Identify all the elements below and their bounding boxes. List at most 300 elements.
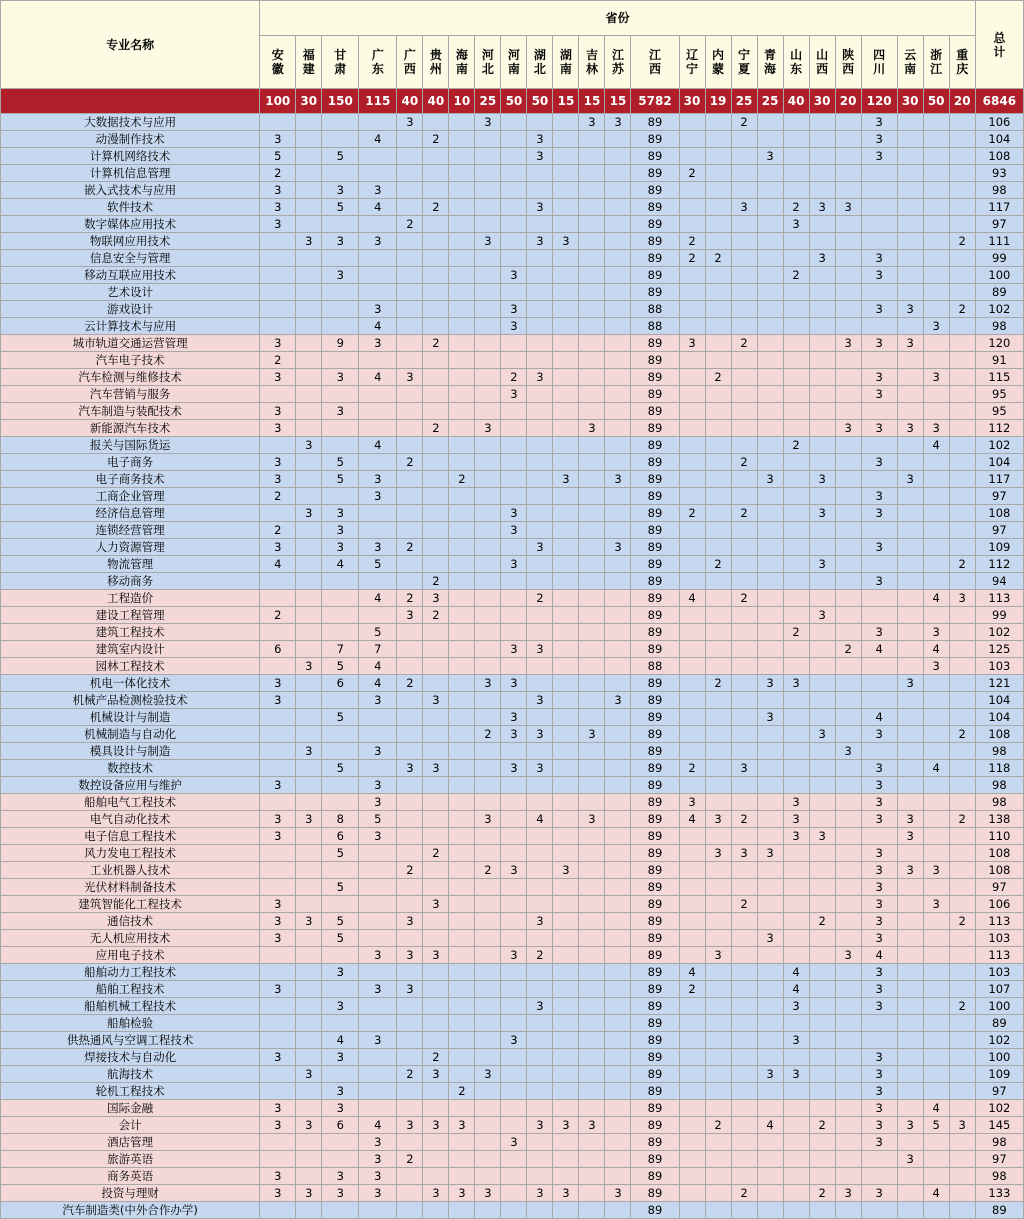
quota-value-cell (757, 165, 783, 182)
quota-value-cell (359, 522, 397, 539)
quota-value-cell (923, 1202, 949, 1219)
quota-value-cell (527, 505, 553, 522)
quota-value-cell (296, 1168, 322, 1185)
quota-value-cell (501, 1066, 527, 1083)
quota-value-cell (527, 658, 553, 675)
quota-value-cell (897, 1100, 923, 1117)
quota-value-cell (783, 658, 809, 675)
quota-value-cell: 3 (923, 658, 949, 675)
quota-value-cell (527, 250, 553, 267)
quota-value-cell (322, 607, 359, 624)
quota-value-cell: 3 (397, 947, 423, 964)
quota-value-cell (359, 386, 397, 403)
quota-value-cell (449, 641, 475, 658)
quota-value-cell (475, 794, 501, 811)
quota-value-cell (501, 1151, 527, 1168)
column-group-header-province: 省份 (260, 1, 975, 36)
quota-value-cell: 3 (861, 267, 897, 284)
quota-value-cell (296, 1083, 322, 1100)
quota-value-cell (809, 658, 835, 675)
quota-value-cell (296, 267, 322, 284)
quota-value-cell (783, 522, 809, 539)
quota-value-cell (553, 1083, 579, 1100)
quota-value-cell: 3 (783, 828, 809, 845)
quota-value-cell: 3 (835, 743, 861, 760)
major-name-cell: 应用电子技术 (1, 947, 260, 964)
quota-value-cell: 3 (260, 403, 296, 420)
quota-value-cell (605, 488, 631, 505)
quota-value-cell (605, 182, 631, 199)
quota-value-cell: 4 (359, 199, 397, 216)
quota-value-cell (296, 284, 322, 301)
quota-value-cell (783, 692, 809, 709)
quota-cell: 150 (322, 89, 359, 114)
quota-value-cell (835, 590, 861, 607)
quota-value-cell: 3 (731, 845, 757, 862)
major-name-cell: 机械产品检测检验技术 (1, 692, 260, 709)
quota-value-cell (783, 556, 809, 573)
quota-value-cell (359, 1100, 397, 1117)
column-header-province (296, 35, 322, 88)
quota-value-cell: 2 (731, 505, 757, 522)
quota-value-cell (449, 777, 475, 794)
quota-value-cell: 3 (861, 845, 897, 862)
quota-value-cell: 2 (705, 675, 731, 692)
quota-value-cell: 3 (861, 369, 897, 386)
quota-value-cell (835, 250, 861, 267)
major-name-cell: 软件技术 (1, 199, 260, 216)
quota-value-cell (861, 318, 897, 335)
quota-value-cell (475, 1083, 501, 1100)
quota-value-cell (783, 879, 809, 896)
quota-value-cell: 5 (322, 760, 359, 777)
province-label: 湖北 (533, 47, 546, 76)
quota-value-cell (757, 199, 783, 216)
quota-value-cell (835, 913, 861, 930)
quota-value-cell (897, 556, 923, 573)
quota-value-cell: 3 (322, 539, 359, 556)
quota-value-cell (861, 692, 897, 709)
quota-value-cell (475, 335, 501, 352)
quota-value-cell (449, 114, 475, 131)
quota-value-cell: 3 (501, 675, 527, 692)
quota-value-cell (296, 641, 322, 658)
quota-value-cell (923, 250, 949, 267)
quota-value-cell: 89 (631, 1168, 679, 1185)
quota-value-cell: 89 (631, 165, 679, 182)
quota-value-cell (449, 1015, 475, 1032)
quota-value-cell (679, 947, 705, 964)
quota-cell: 25 (731, 89, 757, 114)
quota-value-cell (809, 437, 835, 454)
quota-value-cell (296, 539, 322, 556)
quota-value-cell (579, 845, 605, 862)
quota-value-cell (322, 743, 359, 760)
row-total-cell: 97 (975, 216, 1023, 233)
quota-value-cell: 4 (359, 369, 397, 386)
quota-value-cell: 89 (631, 471, 679, 488)
quota-value-cell (731, 1083, 757, 1100)
quota-value-cell (260, 845, 296, 862)
quota-value-cell (475, 709, 501, 726)
quota-value-cell: 3 (861, 539, 897, 556)
quota-value-cell (322, 624, 359, 641)
major-name-cell: 会计 (1, 1117, 260, 1134)
quota-value-cell (897, 1168, 923, 1185)
quota-value-cell (949, 471, 975, 488)
quota-value-cell: 3 (923, 624, 949, 641)
quota-value-cell (579, 1015, 605, 1032)
quota-value-cell: 89 (631, 964, 679, 981)
quota-value-cell: 89 (631, 182, 679, 199)
quota-value-cell (397, 1032, 423, 1049)
row-total-cell: 98 (975, 318, 1023, 335)
quota-value-cell: 2 (731, 1185, 757, 1202)
quota-value-cell: 3 (809, 505, 835, 522)
quota-value-cell: 3 (260, 675, 296, 692)
quota-value-cell (897, 964, 923, 981)
quota-value-cell: 2 (705, 1117, 731, 1134)
table-row (1, 199, 1024, 216)
quota-value-cell (322, 420, 359, 437)
quota-value-cell (579, 777, 605, 794)
quota-value-cell: 3 (861, 505, 897, 522)
quota-value-cell (397, 505, 423, 522)
quota-value-cell (449, 981, 475, 998)
quota-value-cell (423, 369, 449, 386)
quota-value-cell (359, 420, 397, 437)
quota-value-cell (757, 369, 783, 386)
quota-value-cell (835, 1049, 861, 1066)
quota-value-cell (322, 318, 359, 335)
quota-value-cell (260, 284, 296, 301)
quota-value-cell (579, 590, 605, 607)
major-name-cell: 建筑智能化工程技术 (1, 896, 260, 913)
quota-value-cell (449, 420, 475, 437)
quota-value-cell (501, 148, 527, 165)
quota-value-cell: 3 (835, 335, 861, 352)
quota-value-cell: 3 (260, 692, 296, 709)
quota-value-cell (579, 930, 605, 947)
quota-value-cell (501, 488, 527, 505)
quota-value-cell (553, 182, 579, 199)
quota-value-cell (923, 488, 949, 505)
row-total-cell: 104 (975, 709, 1023, 726)
quota-value-cell (949, 947, 975, 964)
table-row (1, 1100, 1024, 1117)
quota-value-cell: 2 (501, 369, 527, 386)
quota-value-cell (835, 930, 861, 947)
quota-value-cell (296, 471, 322, 488)
quota-value-cell (835, 607, 861, 624)
column-header-total-label: 总计 (993, 30, 1006, 59)
quota-value-cell (296, 1049, 322, 1066)
quota-value-cell (359, 1083, 397, 1100)
quota-value-cell (359, 114, 397, 131)
quota-value-cell (809, 573, 835, 590)
quota-value-cell (553, 692, 579, 709)
quota-value-cell (296, 114, 322, 131)
quota-value-cell (322, 250, 359, 267)
quota-value-cell (835, 182, 861, 199)
quota-value-cell (731, 471, 757, 488)
quota-value-cell (527, 896, 553, 913)
quota-value-cell: 3 (359, 1032, 397, 1049)
row-total-cell: 99 (975, 607, 1023, 624)
quota-value-cell (679, 675, 705, 692)
quota-value-cell (731, 709, 757, 726)
table-row (1, 437, 1024, 454)
quota-value-cell (705, 131, 731, 148)
quota-value-cell: 89 (631, 352, 679, 369)
quota-value-cell: 3 (679, 335, 705, 352)
table-row (1, 556, 1024, 573)
quota-value-cell (783, 1117, 809, 1134)
quota-value-cell (397, 964, 423, 981)
quota-value-cell (605, 726, 631, 743)
quota-value-cell (359, 454, 397, 471)
quota-value-cell: 3 (783, 794, 809, 811)
quota-value-cell (475, 352, 501, 369)
quota-value-cell (809, 981, 835, 998)
quota-value-cell (705, 148, 731, 165)
quota-value-cell (705, 930, 731, 947)
quota-value-cell: 3 (260, 1168, 296, 1185)
quota-value-cell: 3 (705, 947, 731, 964)
quota-value-cell: 3 (527, 1185, 553, 1202)
quota-value-cell (605, 709, 631, 726)
quota-value-cell (949, 386, 975, 403)
quota-value-cell: 89 (631, 454, 679, 471)
quota-value-cell (783, 930, 809, 947)
quota-value-cell (579, 539, 605, 556)
quota-value-cell (260, 624, 296, 641)
quota-value-cell (260, 998, 296, 1015)
quota-value-cell (527, 709, 553, 726)
quota-cell: 25 (475, 89, 501, 114)
quota-value-cell (783, 369, 809, 386)
quota-value-cell (501, 811, 527, 828)
quota-value-cell (322, 165, 359, 182)
quota-value-cell: 4 (359, 658, 397, 675)
quota-value-cell (861, 182, 897, 199)
quota-value-cell (757, 556, 783, 573)
quota-value-cell: 2 (809, 913, 835, 930)
quota-value-cell (949, 743, 975, 760)
quota-value-cell (605, 1100, 631, 1117)
quota-value-cell (897, 114, 923, 131)
quota-value-cell: 3 (397, 760, 423, 777)
quota-value-cell (579, 794, 605, 811)
quota-value-cell (783, 1202, 809, 1219)
quota-value-cell (423, 624, 449, 641)
major-name-cell: 移动商务 (1, 573, 260, 590)
quota-value-cell (731, 556, 757, 573)
quota-value-cell (605, 1168, 631, 1185)
quota-value-cell (296, 352, 322, 369)
quota-value-cell (923, 114, 949, 131)
quota-value-cell (397, 1168, 423, 1185)
quota-value-cell (579, 743, 605, 760)
quota-value-cell (783, 777, 809, 794)
row-total-cell: 98 (975, 777, 1023, 794)
quota-value-cell: 3 (861, 998, 897, 1015)
quota-value-cell (679, 1202, 705, 1219)
quota-value-cell (705, 420, 731, 437)
quota-value-cell: 3 (322, 403, 359, 420)
quota-value-cell (731, 964, 757, 981)
quota-value-cell: 3 (449, 1185, 475, 1202)
quota-value-cell (527, 301, 553, 318)
quota-cell: 40 (423, 89, 449, 114)
quota-value-cell (475, 182, 501, 199)
quota-value-cell: 3 (260, 131, 296, 148)
column-header-province (705, 35, 731, 88)
quota-value-cell (322, 590, 359, 607)
quota-value-cell (397, 1015, 423, 1032)
quota-value-cell (605, 437, 631, 454)
quota-value-cell (359, 148, 397, 165)
quota-value-cell (359, 845, 397, 862)
quota-value-cell: 3 (705, 845, 731, 862)
quota-value-cell (731, 862, 757, 879)
major-name-cell: 通信技术 (1, 913, 260, 930)
quota-value-cell: 2 (731, 335, 757, 352)
quota-value-cell: 6 (322, 675, 359, 692)
quota-value-cell: 3 (359, 539, 397, 556)
major-name-cell: 国际金融 (1, 1100, 260, 1117)
table-row (1, 1032, 1024, 1049)
quota-value-cell (260, 947, 296, 964)
quota-value-cell (757, 1032, 783, 1049)
quota-value-cell: 3 (861, 420, 897, 437)
quota-value-cell (501, 437, 527, 454)
quota-value-cell (397, 1100, 423, 1117)
quota-value-cell (605, 777, 631, 794)
quota-value-cell (949, 981, 975, 998)
row-total-cell: 111 (975, 233, 1023, 250)
quota-value-cell (679, 862, 705, 879)
quota-value-cell (705, 658, 731, 675)
quota-value-cell (296, 522, 322, 539)
quota-value-cell (835, 692, 861, 709)
quota-value-cell (296, 131, 322, 148)
quota-value-cell (579, 1185, 605, 1202)
quota-value-cell (527, 624, 553, 641)
quota-value-cell (579, 947, 605, 964)
quota-value-cell: 3 (322, 267, 359, 284)
quota-value-cell (835, 573, 861, 590)
quota-value-cell (949, 505, 975, 522)
quota-value-cell (783, 1185, 809, 1202)
quota-value-cell (527, 165, 553, 182)
quota-value-cell (949, 114, 975, 131)
quota-value-cell (579, 505, 605, 522)
quota-value-cell: 89 (631, 641, 679, 658)
quota-value-cell (359, 1066, 397, 1083)
quota-value-cell (501, 590, 527, 607)
quota-value-cell (527, 1202, 553, 1219)
quota-value-cell (705, 165, 731, 182)
major-name-cell: 商务英语 (1, 1168, 260, 1185)
quota-value-cell: 2 (835, 641, 861, 658)
quota-value-cell: 4 (923, 1100, 949, 1117)
quota-value-cell (475, 199, 501, 216)
quota-value-cell (897, 845, 923, 862)
quota-value-cell (605, 998, 631, 1015)
quota-value-cell: 89 (631, 947, 679, 964)
quota-value-cell: 3 (757, 930, 783, 947)
quota-value-cell: 3 (423, 1185, 449, 1202)
quota-value-cell (501, 199, 527, 216)
quota-value-cell: 3 (296, 505, 322, 522)
quota-value-cell (923, 692, 949, 709)
quota-value-cell (296, 896, 322, 913)
quota-value-cell (757, 964, 783, 981)
quota-value-cell (809, 896, 835, 913)
quota-value-cell: 3 (423, 1117, 449, 1134)
quota-value-cell: 3 (260, 777, 296, 794)
quota-value-cell: 3 (397, 913, 423, 930)
quota-value-cell (553, 522, 579, 539)
row-total-cell: 98 (975, 794, 1023, 811)
quota-value-cell (835, 1100, 861, 1117)
quota-value-cell (296, 420, 322, 437)
quota-value-cell (475, 692, 501, 709)
quota-value-cell (475, 930, 501, 947)
quota-value-cell (897, 607, 923, 624)
quota-value-cell (553, 947, 579, 964)
row-total-cell: 108 (975, 505, 1023, 522)
quota-value-cell: 89 (631, 335, 679, 352)
quota-value-cell (731, 726, 757, 743)
quota-value-cell (757, 1015, 783, 1032)
quota-value-cell: 3 (861, 454, 897, 471)
quota-value-cell (553, 131, 579, 148)
quota-value-cell: 4 (783, 981, 809, 998)
quota-value-cell (679, 1066, 705, 1083)
quota-value-cell (449, 811, 475, 828)
quota-value-cell (501, 998, 527, 1015)
quota-value-cell (527, 1134, 553, 1151)
quota-value-cell (579, 1049, 605, 1066)
row-total-cell: 115 (975, 369, 1023, 386)
quota-value-cell: 89 (631, 556, 679, 573)
quota-value-cell: 3 (260, 1185, 296, 1202)
quota-value-cell: 3 (809, 199, 835, 216)
quota-value-cell (501, 250, 527, 267)
quota-value-cell (731, 794, 757, 811)
quota-value-cell (553, 386, 579, 403)
province-label: 宁夏 (738, 47, 751, 76)
quota-value-cell (475, 947, 501, 964)
quota-value-cell (322, 114, 359, 131)
quota-value-cell: 3 (861, 896, 897, 913)
table-row (1, 743, 1024, 760)
quota-value-cell (705, 386, 731, 403)
quota-value-cell (553, 284, 579, 301)
quota-value-cell (923, 1032, 949, 1049)
quota-value-cell (731, 233, 757, 250)
quota-value-cell (605, 352, 631, 369)
major-name-cell: 物联网应用技术 (1, 233, 260, 250)
quota-value-cell: 3 (260, 539, 296, 556)
quota-value-cell (809, 488, 835, 505)
quota-value-cell: 3 (897, 811, 923, 828)
table-row (1, 386, 1024, 403)
quota-value-cell (475, 250, 501, 267)
quota-value-cell (359, 913, 397, 930)
